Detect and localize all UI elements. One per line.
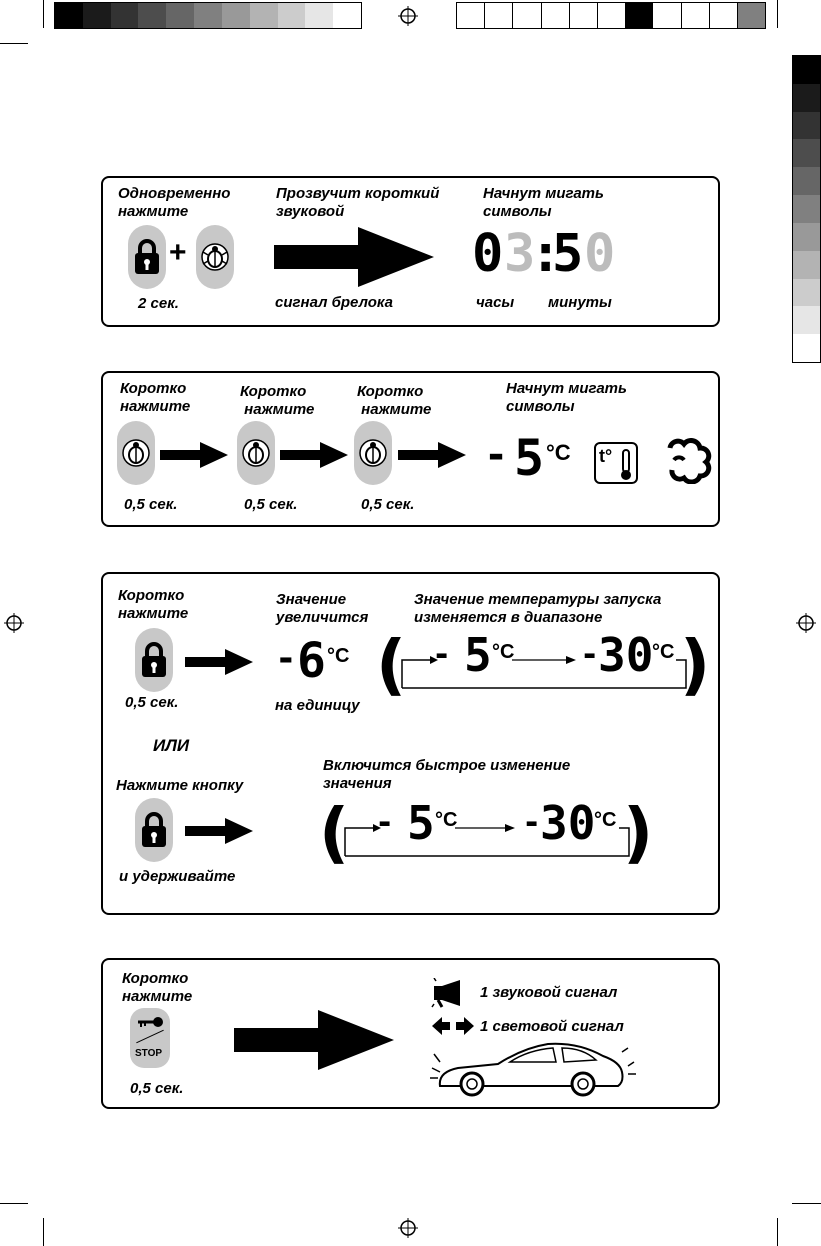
degree-c-icon: °C	[546, 440, 571, 465]
range1-a	[432, 628, 515, 682]
temp-value: 5	[514, 429, 545, 487]
s3-fast-label: Включится быстрое изменение значения	[323, 757, 571, 792]
turn-signal-icon	[432, 1017, 474, 1035]
paren-open: (	[376, 626, 407, 703]
arrow-icon	[185, 818, 255, 844]
crop-mark	[0, 43, 28, 44]
s3-press: Нажмите кнопку	[116, 777, 244, 794]
s2-t2: 0,5 сек.	[244, 496, 298, 513]
inc-display	[275, 633, 350, 690]
range1-b	[580, 628, 675, 682]
range1-a-sign: -	[432, 635, 452, 673]
car-icon	[428, 1038, 638, 1098]
crop-mark	[43, 0, 44, 28]
scarab-icon	[200, 240, 230, 274]
big-arrow-icon	[274, 227, 436, 287]
scarab-icon	[241, 436, 271, 470]
s4-c1: Коротко нажмите	[122, 970, 193, 1005]
clock-colon: :	[530, 224, 562, 284]
s1-signal-label: сигнал брелока	[275, 294, 393, 311]
s3-t1: 0,5 сек.	[125, 694, 179, 711]
registration-mark-top	[398, 6, 418, 26]
registration-mark-right	[796, 613, 816, 633]
crop-mark	[777, 1218, 778, 1246]
s4-light: 1 световой сигнал	[480, 1018, 624, 1035]
s3-or: ИЛИ	[153, 736, 190, 755]
range2-b-sign: -	[522, 803, 542, 841]
lock-button-hold[interactable]	[135, 798, 173, 862]
s3-by-one: на единицу	[275, 697, 360, 714]
lock-icon	[140, 811, 168, 849]
s1-col3-label: Начнут мигать символы	[483, 185, 604, 220]
key-icon	[136, 1014, 166, 1030]
clock-min-2: 0	[584, 224, 616, 284]
s4-t1: 0,5 сек.	[130, 1080, 184, 1097]
s2-c2: Коротко нажмите	[240, 383, 315, 418]
grayscale-strip-right	[792, 55, 821, 363]
scarab-icon	[358, 436, 388, 470]
registration-mark-left	[4, 613, 24, 633]
scarab-button[interactable]	[237, 421, 275, 485]
arrow-icon	[398, 442, 468, 468]
paren-close: )	[680, 626, 711, 703]
s3-hold: и удерживайте	[119, 868, 236, 885]
exhaust-cloud-icon	[664, 438, 714, 484]
range2-a-value: 5	[407, 796, 435, 850]
range2-a-sign: -	[375, 803, 395, 841]
s2-c4: Начнут мигать символы	[506, 380, 627, 415]
lock-button[interactable]	[128, 225, 166, 289]
temp-sign: -	[484, 432, 509, 478]
degree-c-icon: °C	[594, 809, 617, 831]
clock-hour-1: 0	[472, 224, 504, 284]
range1-a-value: 5	[464, 628, 492, 682]
arrow-icon	[185, 649, 255, 675]
paren-open: (	[319, 794, 350, 871]
thermometer-icon	[618, 448, 634, 482]
range2-b	[522, 796, 617, 850]
stop-label: STOP	[135, 1048, 163, 1059]
color-calibration-bar-right	[456, 2, 766, 29]
s2-t1: 0,5 сек.	[124, 496, 178, 513]
crop-mark	[0, 1203, 28, 1204]
s1-minutes-label: минуты	[548, 294, 612, 311]
range2-b-value: 30	[540, 796, 596, 850]
s1-hours-label: часы	[476, 294, 515, 311]
scarab-icon	[121, 436, 151, 470]
thermometer-icon-box	[594, 442, 638, 484]
s1-time: 2 сек.	[138, 295, 179, 312]
plus-sign: +	[169, 236, 187, 269]
temp-display	[484, 429, 571, 487]
s3-c1: Коротко нажмите	[118, 587, 189, 622]
degree-c-icon: °C	[492, 641, 515, 663]
s3-range-label: Значение температуры запуска изменяется в диапазоне	[414, 591, 662, 626]
crop-mark	[777, 0, 778, 28]
inc-value: 6	[297, 633, 326, 689]
degree-c-icon: °C	[652, 641, 675, 663]
horn-icon	[430, 978, 470, 1008]
clock-min-1: 5	[552, 224, 584, 284]
lock-button[interactable]	[135, 628, 173, 692]
clock-display	[472, 224, 642, 284]
s1-col2-label: Прозвучит короткий звуковой	[276, 185, 440, 220]
stop-divider	[136, 1030, 164, 1044]
crop-mark	[792, 1203, 821, 1204]
s4-sound: 1 звуковой сигнал	[480, 984, 618, 1001]
inc-sign: -	[275, 638, 297, 679]
big-arrow-icon	[234, 1010, 396, 1070]
crop-mark	[43, 1218, 44, 1246]
scarab-button[interactable]	[196, 225, 234, 289]
lock-icon	[140, 641, 168, 679]
registration-mark-bottom	[398, 1218, 418, 1238]
s1-col1-label: Одновременно нажмите	[118, 185, 231, 220]
degree-c-icon: °C	[327, 645, 350, 667]
s2-c1: Коротко нажмите	[120, 380, 191, 415]
arrow-icon	[280, 442, 350, 468]
color-calibration-bar-left	[54, 2, 362, 29]
scarab-button[interactable]	[117, 421, 155, 485]
range1-b-value: 30	[598, 628, 654, 682]
degree-c-icon: °C	[435, 809, 458, 831]
range1-b-sign: -	[580, 635, 600, 673]
thermometer-label: t°	[599, 446, 613, 466]
clock-hour-2: 3	[504, 224, 536, 284]
arrow-icon	[160, 442, 230, 468]
lock-icon	[133, 238, 161, 276]
scarab-button[interactable]	[354, 421, 392, 485]
s3-inc-label: Значение увеличится	[276, 591, 369, 626]
paren-close: )	[623, 794, 654, 871]
stop-button[interactable]	[130, 1008, 170, 1068]
s2-t3: 0,5 сек.	[361, 496, 415, 513]
s2-c3: Коротко нажмите	[357, 383, 432, 418]
range2-a	[375, 796, 458, 850]
